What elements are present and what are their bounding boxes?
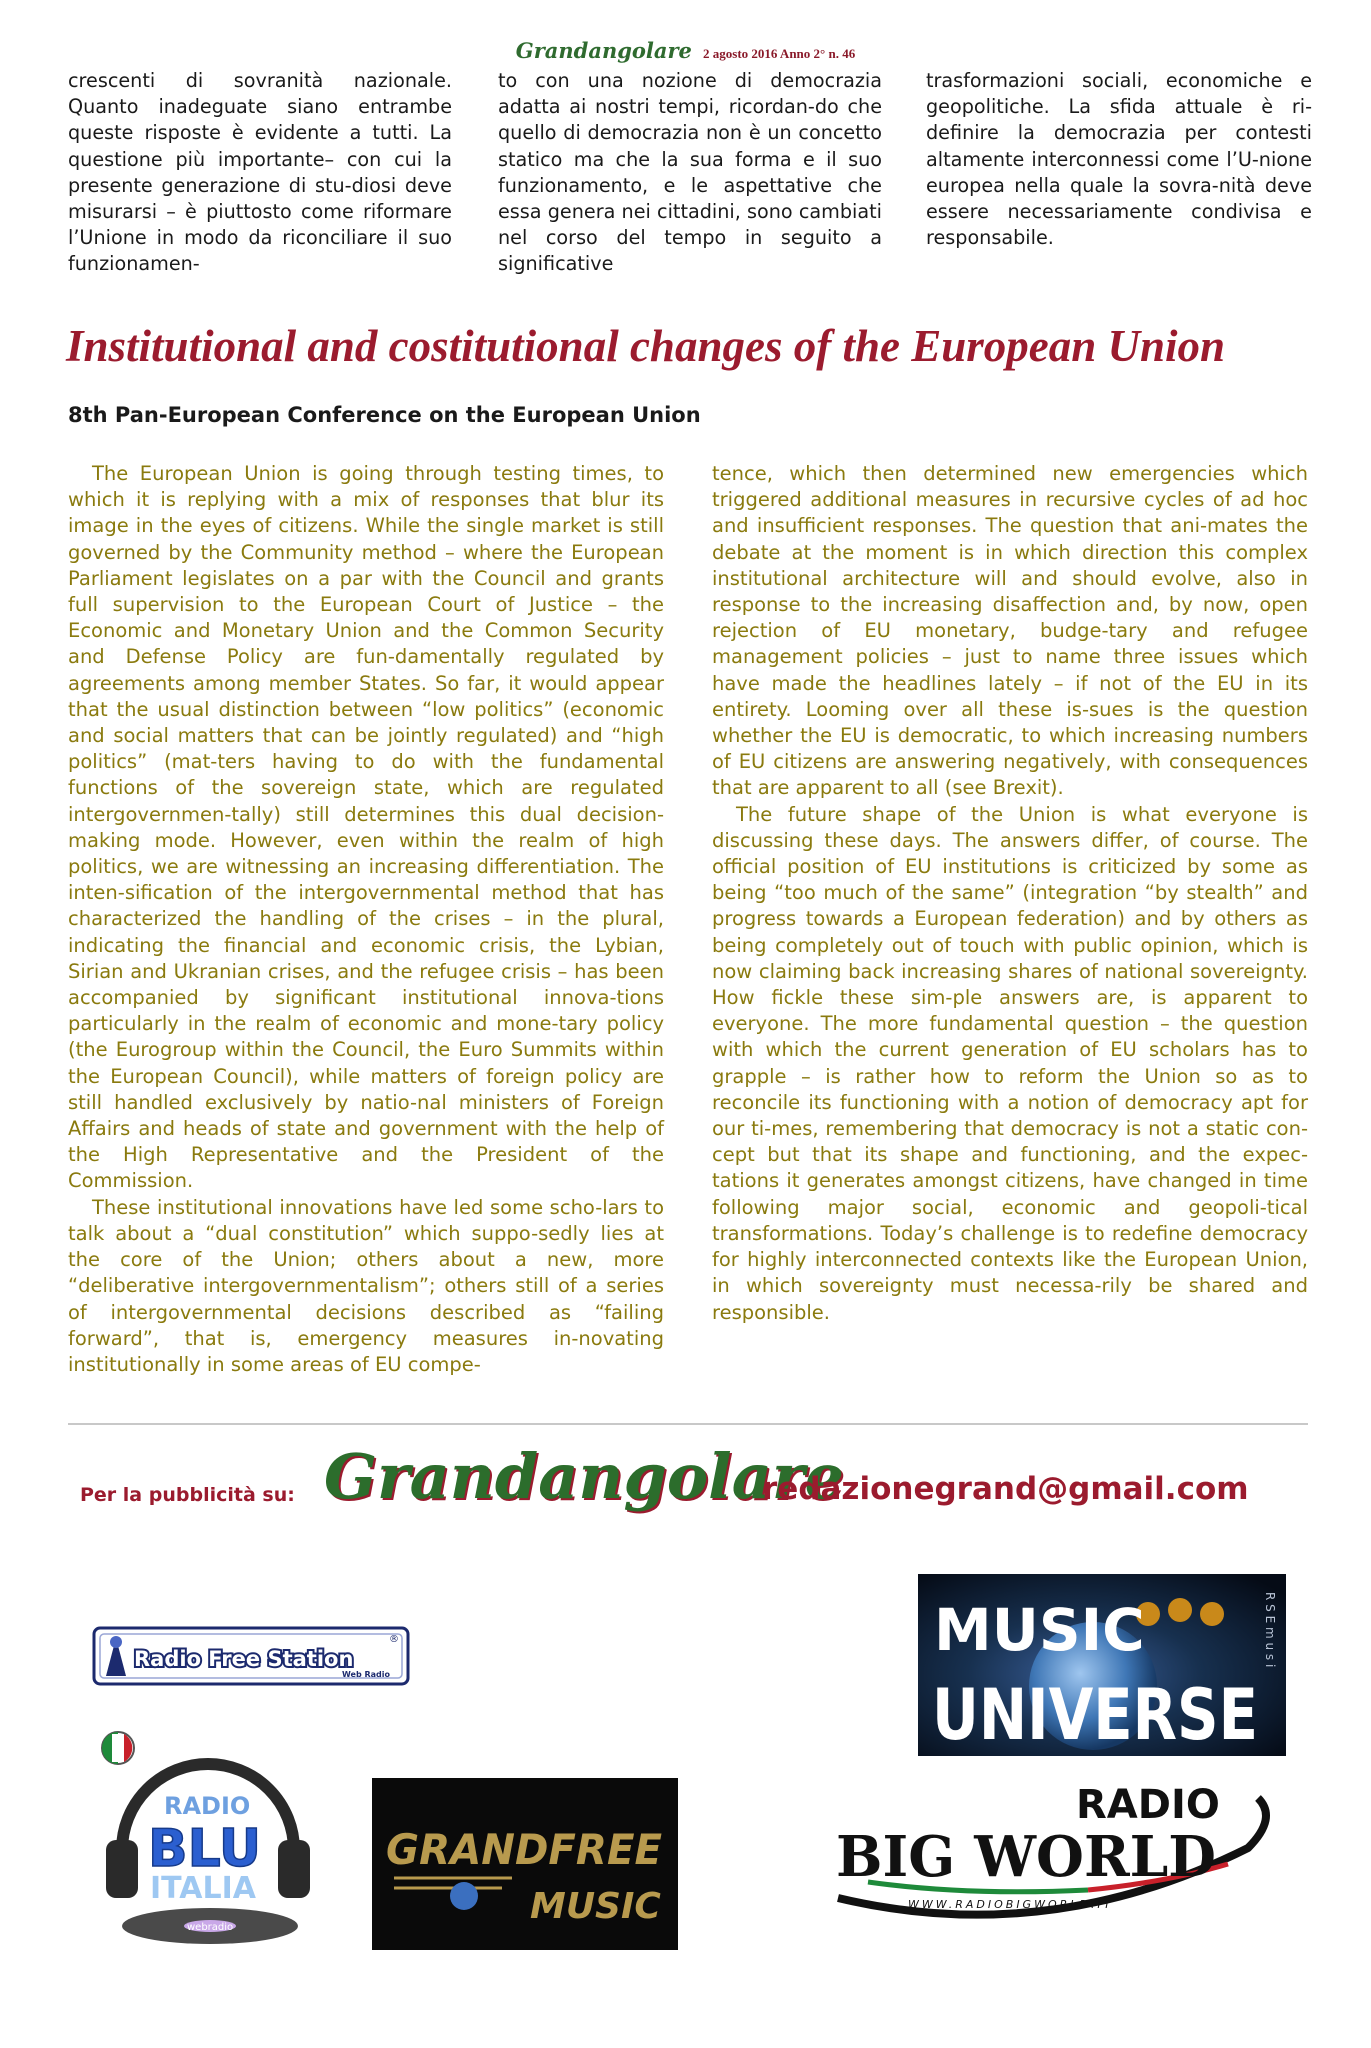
italy-flag-icon	[102, 1732, 134, 1764]
advert-label: Per la pubblicità su:	[80, 1484, 295, 1506]
radio-blu-sub: webradio	[187, 1922, 234, 1933]
section-divider	[68, 1423, 1308, 1425]
masthead	[0, 38, 1371, 63]
radio-free-station-title: Radio Free Station	[134, 1647, 354, 1671]
article-subhead: 8th Pan-European Conference on the European Union	[68, 403, 701, 427]
big-world-line1: RADIO	[1076, 1782, 1220, 1828]
music-universe-side-text: R S E m u s i	[1263, 1592, 1277, 1668]
big-world-url: WWW.RADIOBIGWORLD.IT	[908, 1898, 1114, 1911]
radio-blu-italia-logo[interactable]	[92, 1730, 324, 1952]
advert-brand-logo: Grandangolare	[324, 1440, 845, 1513]
music-universe-line2: UNIVERSE	[932, 1674, 1258, 1756]
music-note-icon	[1168, 1598, 1192, 1622]
italian-column-1: crescenti di sovranità nazionale. Quanto inadeguate siano entrambe queste risposte è evidente a tutti. La questione più importante– con cui la presente generazione di stu-diosi deve misurarsi – è piuttosto come riformare l’Unione in modo da riconciliare il suo funzionamen-	[68, 69, 452, 276]
italian-column-2: to con una nozione di democrazia adatta ai nostri tempi, ricordan-do che quello di democrazia non è un concetto statico ma che la sua forma e il suo funzionamento, e le aspettative che essa genera nei cittadini, sono cambiati nel corso del tempo in seguito a significative	[498, 69, 882, 276]
advert-email-link[interactable]: redazionegrand@gmail.com	[762, 1471, 1249, 1507]
grandfree-line2: MUSIC	[530, 1886, 661, 1927]
article-column-2	[712, 461, 1308, 1421]
radio-free-station-logo[interactable]	[92, 1626, 410, 1686]
registered-mark: ®	[389, 1634, 399, 1645]
masthead-name: Grandangolare	[515, 38, 692, 63]
article-headline: Institutional and costitutional changes of the European Union	[66, 321, 1226, 371]
radio-blu-line3: ITALIA	[150, 1871, 257, 1906]
masthead-date: 2 agosto 2016 Anno 2° n. 46	[703, 46, 856, 61]
article-column-1	[68, 461, 664, 1421]
grandfree-music-logo[interactable]	[372, 1778, 678, 1950]
grandfree-line1: GRANDFREE	[386, 1825, 663, 1874]
music-universe-line1: MUSIC	[934, 1596, 1145, 1664]
radio-big-world-logo[interactable]	[828, 1778, 1288, 1928]
article-paragraph: The future shape of the Union is what everyone is discussing these days. The answers differ, of course. The official position of EU institutions is criticized by some as being “too much of the same” (integration “by stealth” and progress towards a European federation) and by others as being completely out of touch with public opinion, which is now claiming back increasing shares of national sovereignty. How fickle these sim-ple answers are, is apparent to everyone. The more fundamental question – the question with which the current generation of EU scholars has to grapple – is rather how to reform the Union so as to reconcile its functioning with a notion of democracy apt for our ti-mes, remembering that democracy is not a static con-cept but that its shape and functioning, and the expec-tations it generates amongst citizens, have changed in time following major social, economic and geopoli-tical transformations. Today’s challenge is to redefine democracy for highly interconnected contexts like the European Union, in which sovereignty must necessa-rily be shared and responsible.	[712, 802, 1308, 1324]
radio-blu-line1: RADIO	[164, 1792, 251, 1820]
music-note-icon	[1200, 1602, 1224, 1626]
article-paragraph: tence, which then determined new emergencies which triggered additional measures in recursive cycles of ad hoc and insufficient responses. The question that ani-mates the debate at the moment is in which direction this complex institutional architecture will and should evolve, also in response to the increasing disaffection and, by now, open rejection of EU monetary, budge-tary and refugee management policies – just to name three issues which have made the headlines lately – if not of the EU in its entirety. Looming over all these is-sues is the question whether the EU is democratic, to which increasing numbers of EU citizens are answering negatively, with consequences that are apparent to all (see Brexit).	[712, 462, 1308, 800]
italian-column-3: trasformazioni sociali, economiche e geopolitiche. La sfida attuale è ri-definire la democrazia per contesti altamente interconnessi come l’U-nione europea nella quale la sovra-nità deve essere necessariamente condivisa e responsabile.	[926, 69, 1312, 250]
big-world-line2: BIG WORLD	[836, 1824, 1216, 1890]
radio-free-station-sub: Web Radio	[342, 1670, 390, 1679]
article-paragraph: The European Union is going through testing times, to which it is replying with a mix of responses that blur its image in the eyes of citizens. While the single market is still governed by the Community method – where the European Parliament legislates on a par with the Council and grants full supervision to the European Court of Justice – the Economic and Monetary Union and the Common Security and Defense Policy are fun-damentally regulated by agreements among member States. So far, it would appear that the usual distinction between “low politics” (economic and social matters that can be jointly regulated) and “high politics” (mat-ters having to do with the fundamental functions of the sovereign state, which are regulated intergovernmen-tally) still determines this dual decision-making mode. However, even within the realm of high politics, we are witnessing an increasing differentiation. The inten-sification of the intergovernmental method that has characterized the handling of the crises – in the plural, indicating the financial and economic crisis, the Lybian, Sirian and Ukranian crises, and the refugee crisis – has been accompanied by significant institutional innova-tions particularly in the realm of economic and mone-tary policy (the Eurogroup within the Council, the Euro Summits within the European Council), while matters of foreign policy are still handled exclusively by natio-nal ministers of Foreign Affairs and heads of state and government with the help of the High Representative and the President of the Commission.	[68, 462, 664, 1193]
radio-blu-line2: BLU	[148, 1819, 262, 1879]
globe-icon	[450, 1882, 478, 1910]
music-universe-logo[interactable]	[918, 1574, 1286, 1756]
article-paragraph: These institutional innovations have led some scho-lars to talk about a “dual constitution” which suppo-sedly lies at the core of the Union; others about a new, more “deliberative intergovernmentalism”; others still of a series of intergovernmental decisions described as “failing forward”, that is, emergency measures in-novating institutionally in some areas of EU compe-	[68, 1195, 664, 1376]
